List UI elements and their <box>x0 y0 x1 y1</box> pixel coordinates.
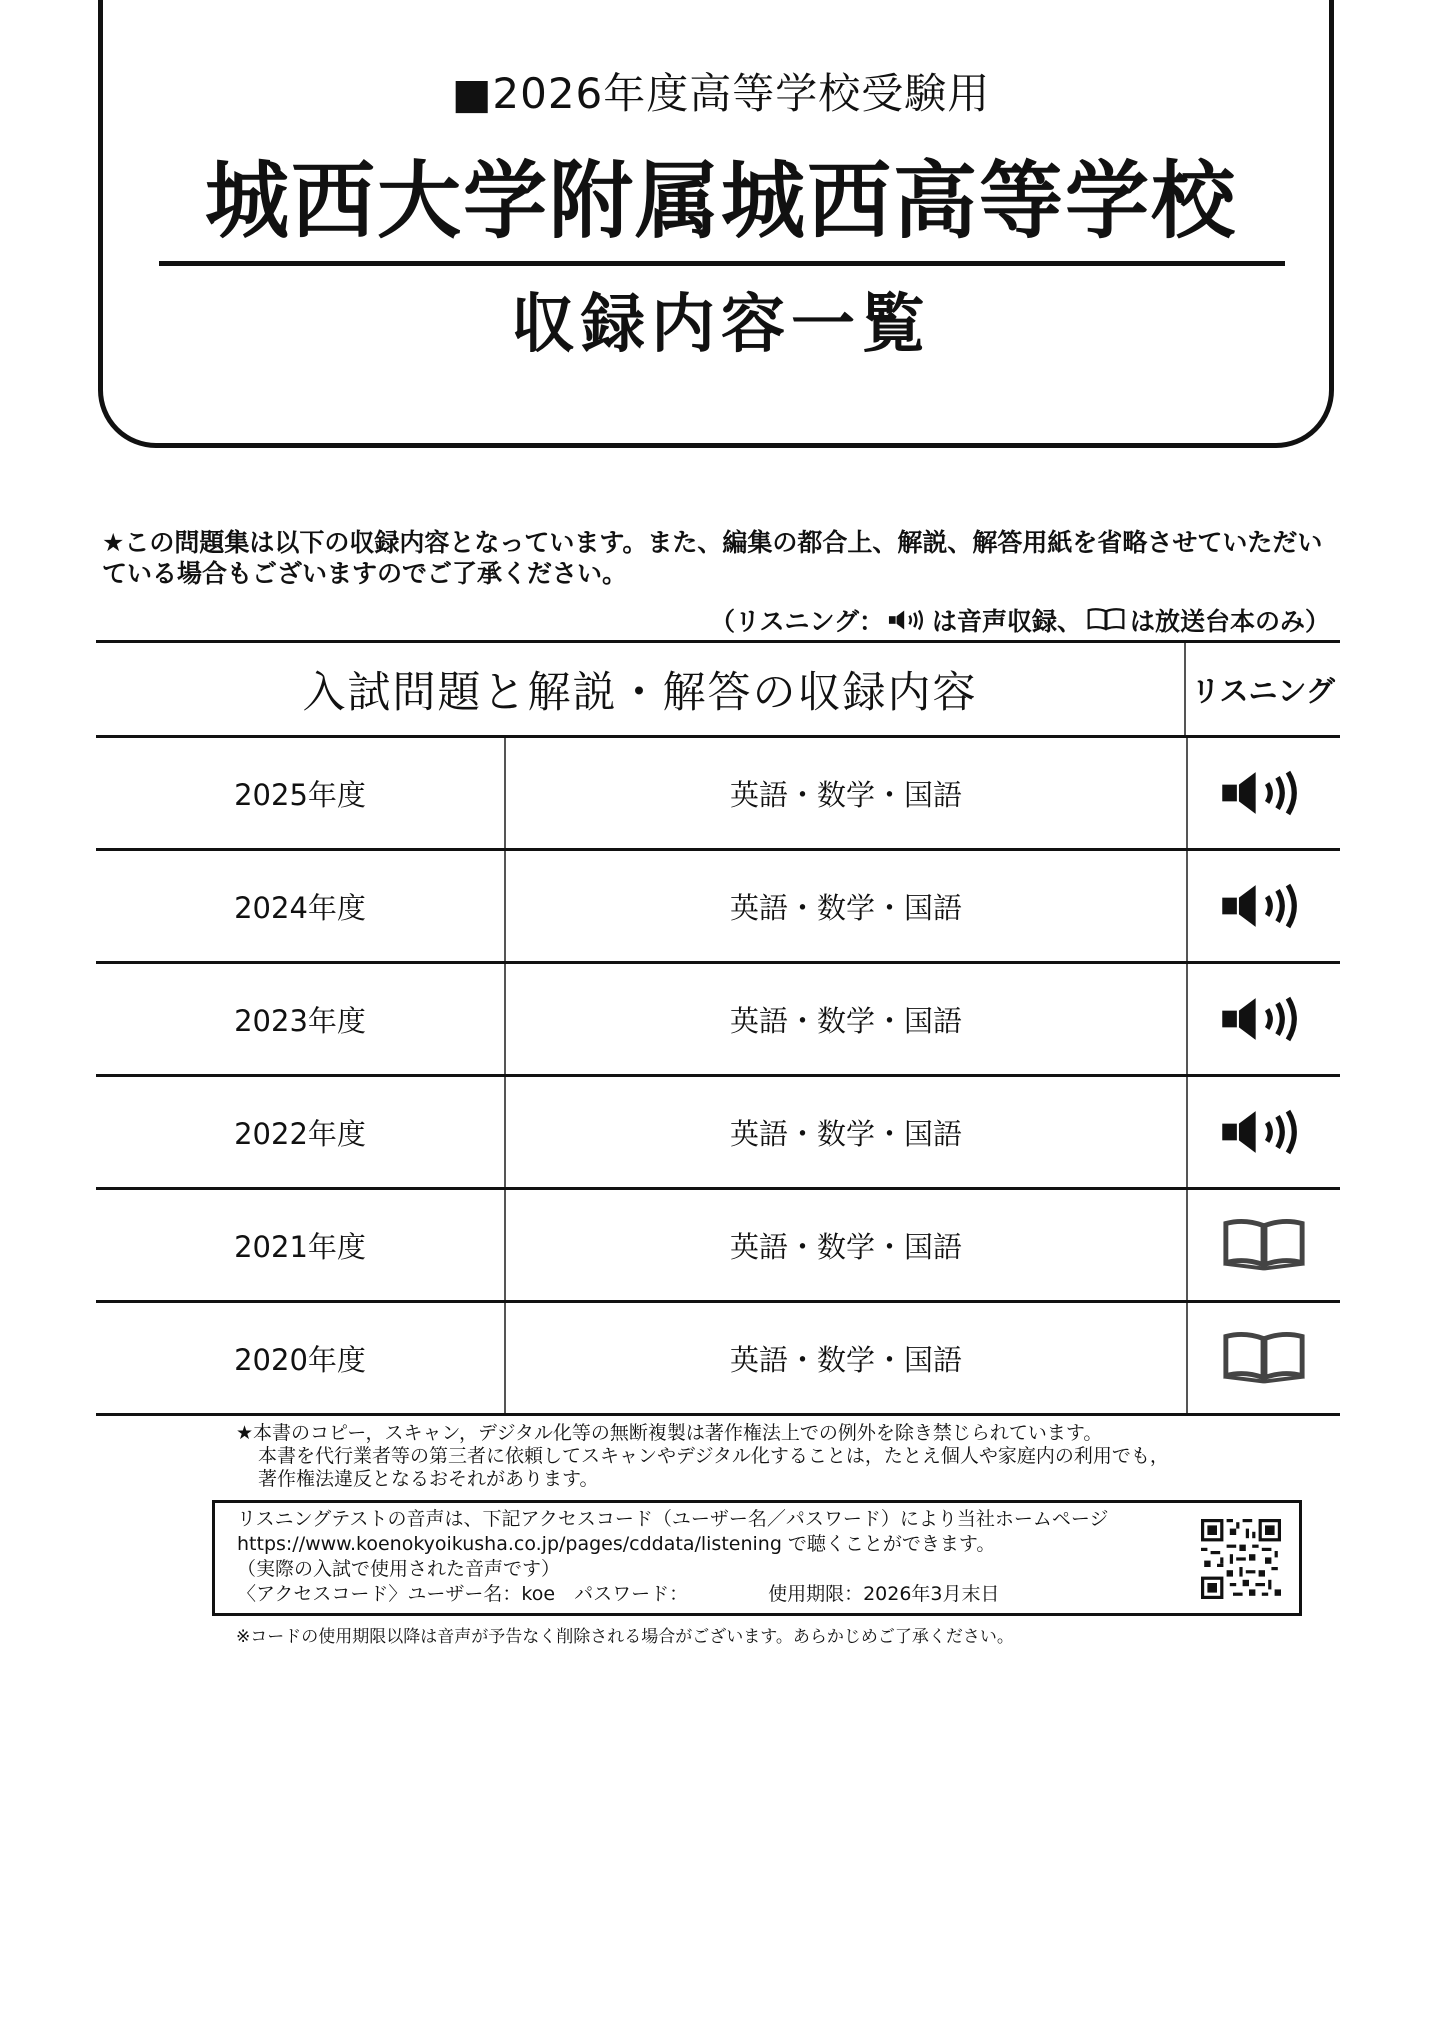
table-row <box>96 851 1340 964</box>
speaker-icon <box>888 609 928 631</box>
expiry-date: 使用期限：2026年3月末日 <box>768 1583 1000 1605</box>
expiry-footnote: ※コードの使用期限以降は音声が予告なく削除される場合がございます。あらかじめご了承ください。 <box>236 1627 1014 1647</box>
school-name: 城西大学附属城西高等学校 <box>204 152 1237 250</box>
legend-prefix: （リスニング： <box>709 607 884 636</box>
book-icon <box>1220 1330 1308 1386</box>
copyright-notice <box>236 1422 1286 1491</box>
exam-year: 2023年度 <box>234 1003 366 1038</box>
access-line: リスニングテストの音声は、下記アクセスコード（ユーザー名／パスワード）により当社ホームページ <box>237 1508 1109 1530</box>
table-row <box>96 738 1340 851</box>
listening-cell <box>1186 738 1340 848</box>
listening-cell <box>1186 1303 1340 1413</box>
listening-cell <box>1186 1077 1340 1187</box>
legend-book-text: は放送台本のみ） <box>1129 607 1330 636</box>
title-box <box>98 0 1334 448</box>
table-row <box>96 1190 1340 1303</box>
exam-year-subtitle: ■2026年度高等学校受験用 <box>451 69 991 118</box>
exam-year: 2022年度 <box>234 1116 366 1151</box>
contents-table <box>96 640 1340 1416</box>
access-code-line <box>237 1582 1157 1607</box>
exam-subjects: 英語・数学・国語 <box>504 1190 1186 1300</box>
listening-cell <box>1186 964 1340 1074</box>
exam-year: 2020年度 <box>234 1342 366 1377</box>
table-row <box>96 1303 1340 1416</box>
password-redacted <box>688 1588 768 1602</box>
listening-cell <box>1186 1190 1340 1300</box>
listening-legend <box>710 602 1330 638</box>
copyright-line: 著作権法違反となるおそれがあります。 <box>258 1468 599 1490</box>
speaker-icon <box>1220 882 1308 930</box>
access-info <box>237 1507 1157 1607</box>
book-icon <box>1086 607 1126 633</box>
exam-year: 2024年度 <box>234 890 366 925</box>
exam-subjects: 英語・数学・国語 <box>504 851 1186 961</box>
access-code-box <box>212 1500 1302 1616</box>
table-body <box>96 738 1340 1416</box>
access-line: （実際の入試で使用された音声です） <box>237 1558 561 1580</box>
table-row <box>96 964 1340 1077</box>
speaker-icon <box>1220 995 1308 1043</box>
legend-audio-text: は音声収録、 <box>931 607 1082 636</box>
listening-url[interactable]: https://www.koenokyoikusha.co.jp/pages/cddata/listening で聴くことができます。 <box>237 1533 996 1555</box>
header-listening: リスニング <box>1184 643 1340 735</box>
table-row <box>96 1077 1340 1190</box>
exam-year: 2021年度 <box>234 1229 366 1264</box>
contents-notice: ★この問題集は以下の収録内容となっています。また、編集の都合上、解説、解答用紙を省略させていただいている場合もございますのでご了承ください。 <box>102 528 1323 588</box>
exam-subjects: 英語・数学・国語 <box>504 964 1186 1074</box>
copyright-line: ★本書のコピー，スキャン，デジタル化等の無断複製は著作権法上での例外を除き禁じられています。 <box>236 1422 1103 1444</box>
school-name-underline <box>159 261 1285 266</box>
speaker-icon <box>1220 1108 1308 1156</box>
exam-subjects: 英語・数学・国語 <box>504 1077 1186 1187</box>
exam-subjects: 英語・数学・国語 <box>504 738 1186 848</box>
header-contents: 入試問題と解説・解答の収録内容 <box>302 667 978 718</box>
qr-code[interactable] <box>1201 1519 1281 1599</box>
contents-title: 収録内容一覧 <box>511 288 931 362</box>
listening-cell <box>1186 851 1340 961</box>
exam-subjects: 英語・数学・国語 <box>504 1303 1186 1413</box>
copyright-line: 本書を代行業者等の第三者に依頼してスキャンやデジタル化することは，たとえ個人や家庭内の利用でも， <box>258 1445 1169 1467</box>
table-header <box>96 643 1340 738</box>
exam-year: 2025年度 <box>234 777 366 812</box>
access-code-label: 〈アクセスコード〉ユーザー名：koe パスワード： <box>237 1583 689 1605</box>
speaker-icon <box>1220 769 1308 817</box>
book-icon <box>1220 1217 1308 1273</box>
